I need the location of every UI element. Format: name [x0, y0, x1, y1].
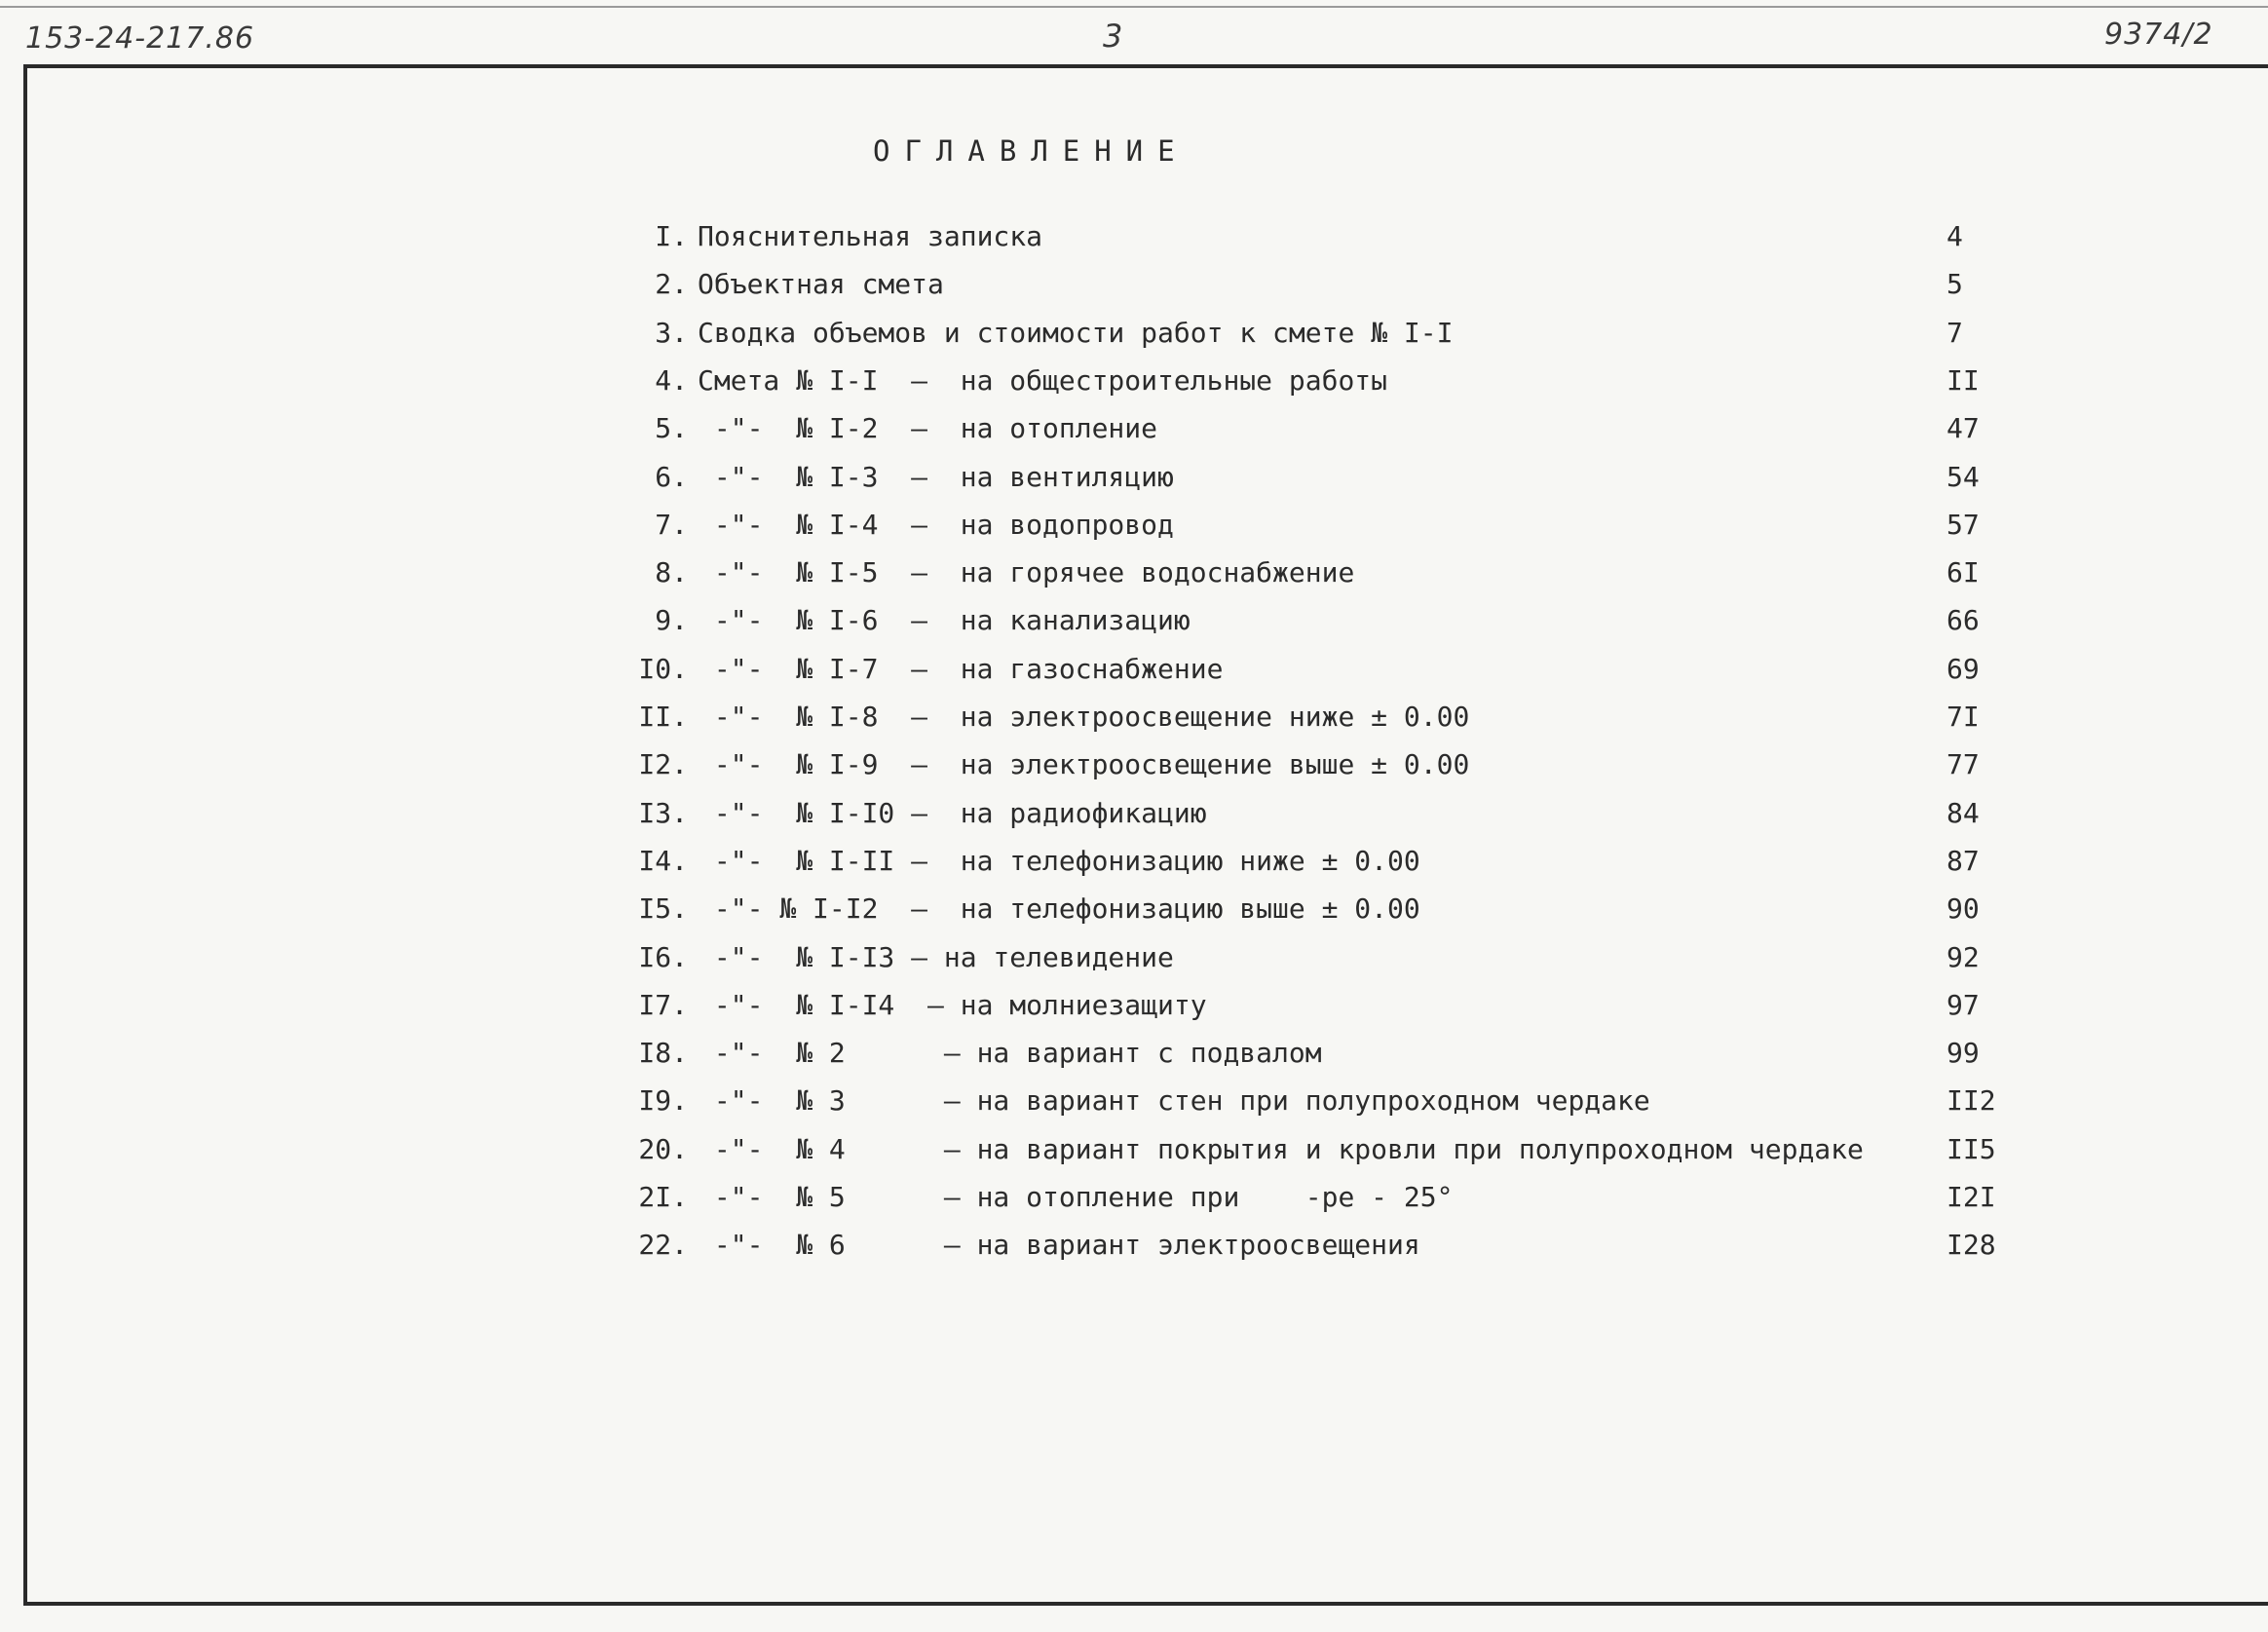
toc-item-page: 90 [1947, 892, 1980, 926]
toc-item-page: 84 [1947, 796, 1980, 829]
toc-item-number: 2. [655, 268, 688, 301]
toc-item-number: I6. [638, 940, 688, 973]
toc-item-page: 92 [1947, 940, 1980, 973]
toc-item-title: -"- № I-I3 – на телевидение [698, 940, 1174, 973]
toc-item-title: -"- № I-3 – на вентиляцию [698, 460, 1174, 493]
toc-item-title: Пояснительная записка [698, 220, 1043, 252]
toc-item-number: I5. [638, 892, 688, 926]
toc-item-title: -"- № I-I4 – на молниезащиту [698, 988, 1207, 1021]
toc-item-number: 5. [655, 412, 688, 445]
toc-item-number: 3. [655, 316, 688, 349]
toc-item-number: 4. [655, 363, 688, 397]
toc-item-page: II5 [1947, 1132, 1996, 1165]
toc-item-page: 4 [1947, 220, 1963, 252]
toc-item-page: II2 [1947, 1084, 1996, 1118]
toc-item-number: 7. [655, 508, 688, 541]
toc-item-title: -"- № I-I2 – на телефонизацию выше ± 0.00 [698, 892, 1420, 926]
toc-item-page: II [1947, 363, 1980, 397]
toc-item-title: -"- № I-9 – на электроосвещение выше ± 0.00 [698, 748, 1470, 781]
toc-item-page: 99 [1947, 1037, 1980, 1070]
toc-item-page: 97 [1947, 988, 1980, 1021]
toc-item-title: -"- № 3 – на вариант стен при полупроходном чердаке [698, 1084, 1650, 1118]
toc-item-number: 22. [638, 1229, 688, 1262]
sheet-code: 9374/2 [2104, 18, 2213, 52]
toc-item-title: -"- № I-7 – на газоснабжение [698, 652, 1224, 685]
toc-item-number: I7. [638, 988, 688, 1021]
toc-item-title: -"- № I-II – на телефонизацию ниже ± 0.00 [698, 844, 1420, 877]
toc-item-number: I3. [638, 796, 688, 829]
toc-item-title: -"- № I-5 – на горячее водоснабжение [698, 556, 1355, 589]
toc-item-number: 8. [655, 556, 688, 589]
toc-item-title: -"- № 4 – на вариант покрытия и кровли при полупроходном чердаке [698, 1132, 1864, 1165]
toc-item-number: 2I. [638, 1181, 688, 1213]
toc-item-title: -"- № I-6 – на канализацию [698, 604, 1191, 637]
toc-item-page: I2I [1947, 1181, 1996, 1213]
toc-item-title: -"- № 5 – на отопление при -ре - 25° [698, 1181, 1454, 1213]
toc-item-page: 57 [1947, 508, 1980, 541]
toc-item-number: 20. [638, 1132, 688, 1165]
toc-item-page: I28 [1947, 1229, 1996, 1262]
toc-item-number: I8. [638, 1037, 688, 1070]
toc-item-page: 66 [1947, 604, 1980, 637]
toc-item-title: -"- № 2 – на вариант с подвалом [698, 1037, 1322, 1070]
toc-item-title: Смета № I-I – на общестроительные работы [698, 363, 1388, 397]
page-title: ОГЛАВЛЕНИЕ [873, 134, 1190, 168]
toc-item-number: I9. [638, 1084, 688, 1118]
toc-item-number: I. [655, 220, 688, 252]
document-code: 153-24-217.86 [25, 21, 255, 56]
toc-item-page: 54 [1947, 460, 1980, 493]
toc-item-page: 77 [1947, 748, 1980, 781]
toc-item-number: 6. [655, 460, 688, 493]
toc-item-page: 5 [1947, 268, 1963, 301]
toc-item-title: -"- № I-4 – на водопровод [698, 508, 1174, 541]
page-number: 3 [1103, 18, 1123, 55]
toc-item-title: Сводка объемов и стоимости работ к смете № I-I [698, 316, 1454, 349]
toc-item-title: -"- № 6 – на вариант электроосвещения [698, 1229, 1420, 1262]
toc-item-title: -"- № I-8 – на электроосвещение ниже ± 0.00 [698, 701, 1470, 733]
toc-item-title: -"- № I-2 – на отопление [698, 412, 1158, 445]
page-frame [23, 64, 2268, 1606]
toc-item-title: -"- № I-I0 – на радиофикацию [698, 796, 1207, 829]
toc-item-number: I0. [638, 652, 688, 685]
toc-item-page: 47 [1947, 412, 1980, 445]
toc-item-number: II. [638, 701, 688, 733]
toc-item-page: 7I [1947, 701, 1980, 733]
toc-item-number: I2. [638, 748, 688, 781]
toc-item-number: I4. [638, 844, 688, 877]
toc-item-page: 6I [1947, 556, 1980, 589]
toc-item-page: 69 [1947, 652, 1980, 685]
toc-item-page: 7 [1947, 316, 1963, 349]
toc-item-number: 9. [655, 604, 688, 637]
toc-item-title: Объектная смета [698, 268, 944, 301]
toc-item-page: 87 [1947, 844, 1980, 877]
header-rule [0, 6, 2268, 8]
